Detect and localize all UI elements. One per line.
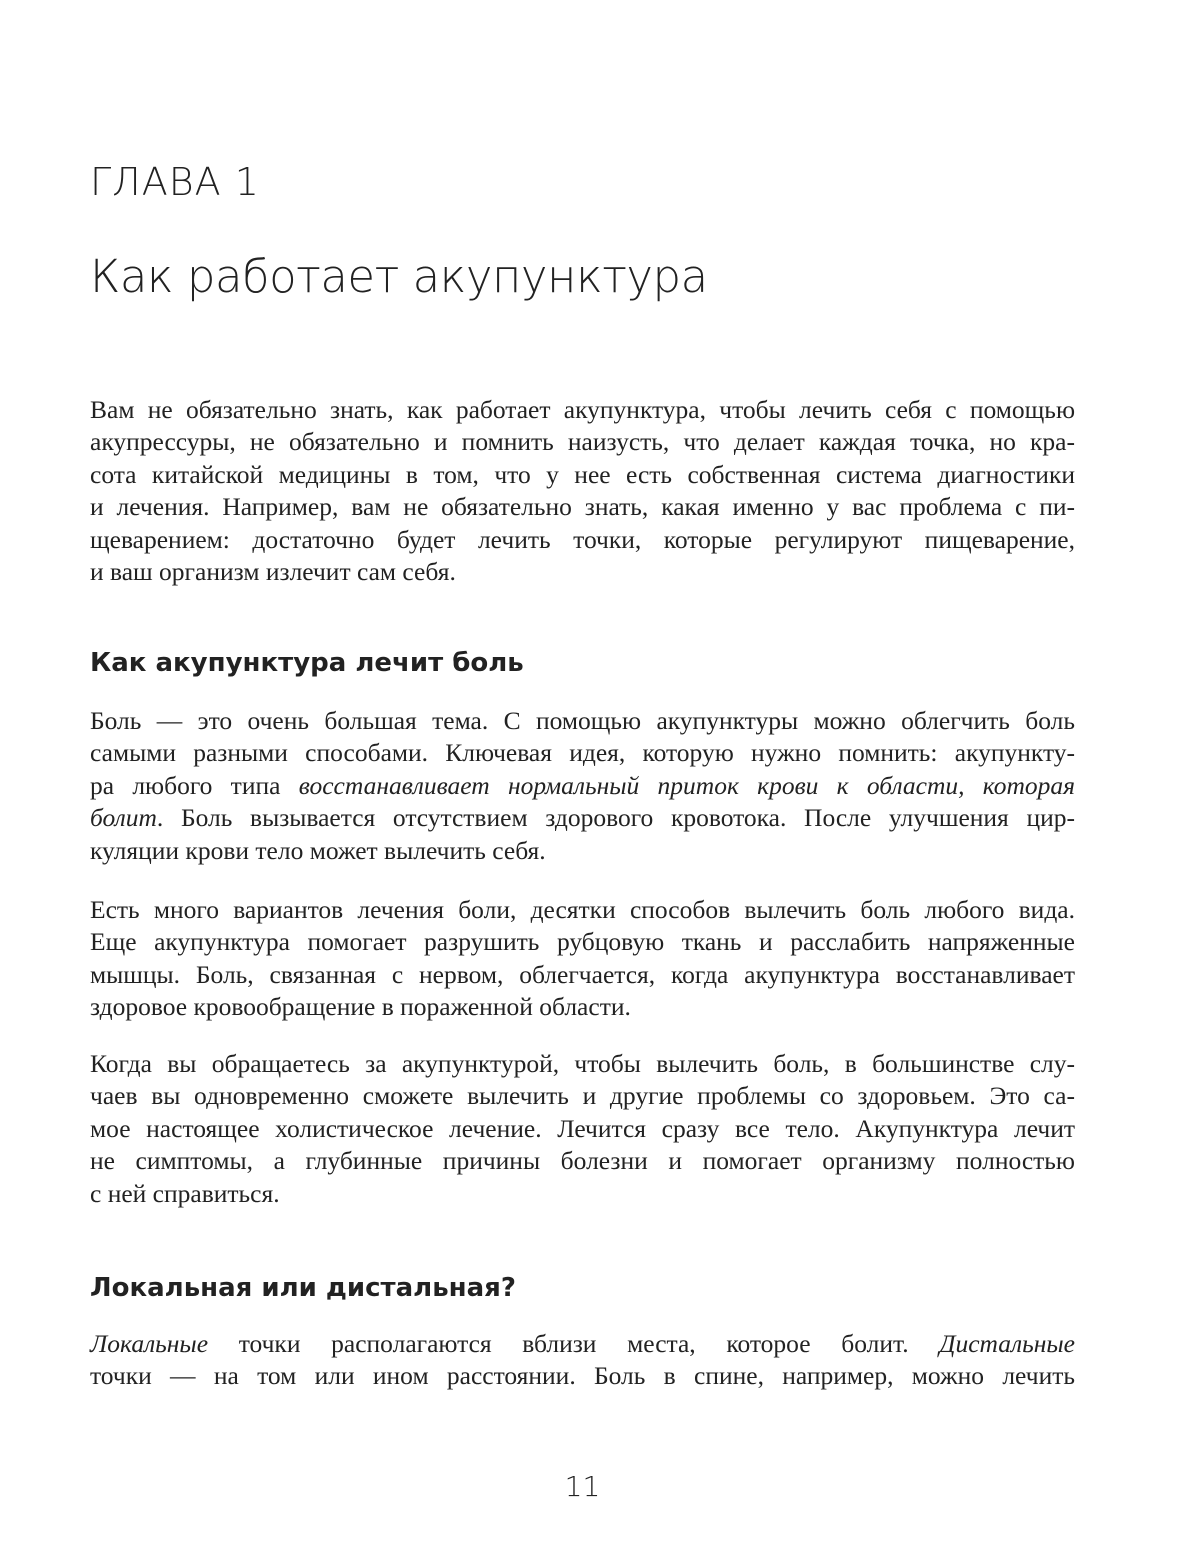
section-heading-pain: Как акупунктура лечит боль bbox=[90, 648, 524, 678]
chapter-title: Как работает акупунктура bbox=[90, 250, 708, 303]
text-line: акупрессуры, не обязательно и помнить наизусть, что делает каждая точка, но кра- bbox=[90, 427, 1075, 457]
text-run: точки располагаются вблизи места, которое болит. bbox=[208, 1329, 940, 1358]
text-line: Когда вы обращаетесь за акупунктурой, чтобы вылечить боль, в большинстве слу- bbox=[90, 1049, 1075, 1078]
text-line: Еще акупунктура помогает разрушить рубцовую ткань и расслабить напряженные bbox=[90, 927, 1075, 957]
text-run: ра любого типа bbox=[90, 770, 299, 800]
text-line: здоровое кровообращение в пораженной области. bbox=[90, 992, 631, 1022]
text-line: мое настоящее холистическое лечение. Лечится сразу все тело. Акупунктура лечит bbox=[90, 1113, 1075, 1143]
section-heading-local-distal: Локальная или дистальная? bbox=[90, 1273, 516, 1303]
text-line: Есть много вариантов лечения боли, десятки способов вылечить боль любого вида. bbox=[90, 895, 1075, 924]
text-line bbox=[90, 802, 1075, 834]
page-number: 11 bbox=[564, 1470, 601, 1503]
text-line: Боль — это очень большая тема. С помощью акупунктуры можно облегчить боль bbox=[90, 706, 1075, 735]
emphasis-text: восстанавливает нормальный приток крови к области, которая bbox=[298, 770, 1075, 800]
text-line: и лечения. Например, вам не обязательно знать, какая именно у вас проблема с пи- bbox=[90, 492, 1075, 522]
local-distal-paragraph bbox=[90, 1328, 1075, 1393]
text-line: самыми разными способами. Ключевая идея, которую нужно помнить: акупункту- bbox=[90, 738, 1075, 768]
text-line: точки — на том или ином расстоянии. Боль в спине, например, можно лечить bbox=[90, 1361, 1075, 1391]
emphasis-text: болит bbox=[90, 803, 157, 833]
text-line bbox=[90, 770, 1075, 802]
text-line: Вам не обязательно знать, как работает акупунктура, чтобы лечить себя с помощью bbox=[90, 395, 1075, 424]
text-line: щеварением: достаточно будет лечить точки, которые регулируют пищеварение, bbox=[90, 524, 1075, 554]
emphasis-text: Дистальные bbox=[939, 1329, 1075, 1358]
text-line: с ней справиться. bbox=[90, 1178, 280, 1208]
emphasis-text: Локальные bbox=[90, 1329, 209, 1358]
text-line: и ваш организм излечит сам себя. bbox=[90, 557, 456, 587]
pain-paragraph-3 bbox=[90, 1048, 1075, 1210]
text-line: мышцы. Боль, связанная с нервом, облегчается, когда акупунктура восстанавливает bbox=[90, 959, 1075, 989]
text-line: сота китайской медицины в том, что у нее есть собственная система диагностики bbox=[90, 459, 1075, 489]
text-line: не симптомы, а глубинные причины болезни и помогает организму полностью bbox=[90, 1146, 1075, 1176]
book-page bbox=[90, 0, 1075, 1565]
text-line: чаев вы одновременно сможете вылечить и другие проблемы со здоровьем. Это са- bbox=[90, 1081, 1075, 1111]
chapter-label: ГЛАВА 1 bbox=[90, 160, 260, 204]
text-line bbox=[90, 1328, 1075, 1360]
text-line: куляции крови тело может вылечить себя. bbox=[90, 835, 546, 865]
pain-paragraph-1 bbox=[90, 705, 1075, 867]
pain-paragraph-2 bbox=[90, 894, 1075, 1024]
text-run: . Боль вызывается отсутствием здорового кровотока. После улучшения цир- bbox=[156, 803, 1075, 833]
intro-paragraph bbox=[90, 394, 1075, 588]
